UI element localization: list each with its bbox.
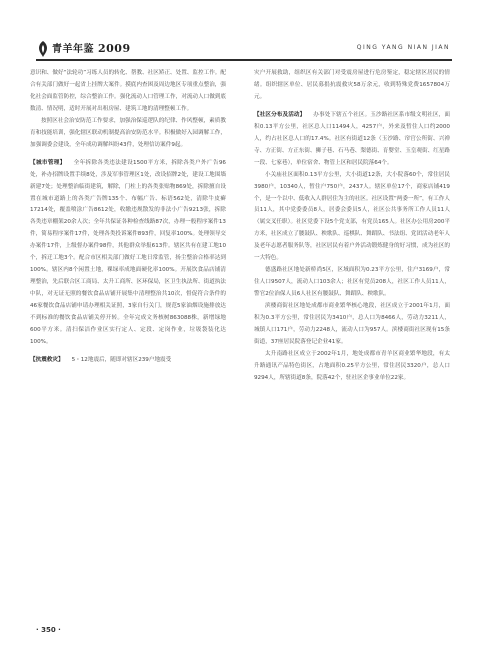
yearbook-title xyxy=(52,40,131,55)
page-header xyxy=(0,0,480,62)
section-tag: 【抗震救灾】 xyxy=(30,356,64,363)
paragraph: 按照区社会治安防范工作要求，加强治保巡逻队的纪律、作风整顿，素质教育和技能培训，强化辖区联动机制提高治安防范水平。积极做好入园调解工作，加强调委会建设，全年成功调解纠纷43件，处理信访案件9起。 xyxy=(30,117,226,148)
paragraph: 小关庙社区面积0.13平方公里，大小街道12条，大小院落60个，常住居民3980户，10340人，暂住户750户，2437人。辖区单位17个，商家店铺419个，是一个以中、低收入人群居住为主的社区。社区设置“两委一所”，有工作人员11人，其中党委委员8人，居委会委员5人，社区公共事务所工作人员11人（属交叉任职）。社区党委下设5个党支部，有党员165人。社区办公用房200平方米，社区成立了腰鼓队、秧歌队、巡棋队、舞蹈队、书法组、党团活动老年人及老年志愿者服务队等，社区居民有着户外活动锻炼健身的好习惯，成为社区的一大特色。 xyxy=(254,171,450,262)
section-earthquake-relief xyxy=(30,355,226,367)
paragraph: 意识和、做好“法轮功”习练人员的转化、帮教、社区矫正、处置、监控工作。配合有关部门做好一起省上挂牌大案件。摸底内查困及周边地区专项重点整治，强化社会面监管防控，综合整治工作。强化流动人口管理工作，对流动人口做到底数清、情况明，适时开展对出租房屋、建筑工地的清理整顿工作。 xyxy=(30,70,226,112)
section-urban-management xyxy=(30,158,226,349)
yearbook-year: 2009 xyxy=(98,42,131,55)
paragraph: 滨楼商街社区地处成都市商业繁华核心地段，社区成立于2001年1月，面积为0.3平方公里，常住居民为3410户，总人口为8466人，劳动力3211人，城镇人口171户，劳动力2248人，流动人口为957人。滨楼商街社区现有15条街道，37座居民院落登记企业41家。 xyxy=(254,303,450,345)
right-column xyxy=(254,68,450,385)
section-community-distribution xyxy=(254,110,450,170)
yearbook-name: 青羊年鉴 xyxy=(52,44,94,55)
paragraph: 德盛路社区地处新桥尚5区，区域面积为0.23平方公里，住户3169户，常住人口9507人，流动人口103余人；社区有党员208人，社区工作人员11人，警官2位治保人员6人社区有腰鼓队、舞蹈队、秧歌队。 xyxy=(254,267,450,298)
section-text: 5・12地震后，随即对辖区239户地震受 xyxy=(71,356,172,363)
paragraph: 太升南路社区成立于2002年1月，地处成都市青羊区商业繁华地段，有太升路通讯产品特色街区，占地面积0.25平方公里，常住居民3320户，总人口9294人，所辖街道8条，院落42个，驻社区企事业单位22家。 xyxy=(254,350,450,381)
left-column xyxy=(30,68,226,367)
paragraph: 灾户开展救助，组织区有关部门对受震房屋进行危房鉴定，稳定辖区居民的情绪。组织辖区单位、居民募捐抗震救灾58万余元，收到特殊党费1657804万元。 xyxy=(254,70,450,100)
section-tag: 【社区分布及活动】 xyxy=(254,111,306,118)
header-rule xyxy=(36,59,452,61)
section-text: 办事处下辖五个社区。玉沙路社区系市级文明社区，面积0.13平方公里，社区总人口11494人，4257户，外来及暂住人口约2000人，约占社区总人口的17.4%。社区有街道12条（玉沙路、帘官公所街、兴禅寺、方正街、方正东街、狮子巷、石马巷、梨德街、育婴堂、玉皇观街、红星路一段、七家巷），单位宿舍、物管上区和居民院落64个。 xyxy=(254,111,450,166)
yearbook-logo-icon xyxy=(36,40,50,58)
section-tag: 【城市管理】 xyxy=(30,159,66,166)
section-text: 全年拆除各类违法建设1500平方米，拆除各类户外广告96处，补办招牌设置手续8处，涉及军事管理区1处，改设招牌2处，建设工地围墙新建7处；处理整治临街建筑，解除，门柱上的各类张贴物869处，拆除擅自设置在城市道路上的各类广告牌135个、布幅广告、标语562处，清除牛皮癣17214处，覆盖喷涂广告8612处，收缴违规散发的非法小广告9213张，拆除各类违章棚架20余人次；全年共保证各种检查线路87次，办理一般程序案件13件，简易程序案件17件，处理各类投诉案件893件，回复率100%。处理领导交办案件17件，上级督办案件98件，其他群众举报613件。辖区共有在建工地10个，拆迁工地3个。配合市区相关部门做好工地日常监管，扬尘整治合格率达到100%。辖区内8个闲置土地，裸绿率成地面硬化率100%。开展饮食品店铺清理整治，先后联合区工商局、太升工商所、区环保局，区卫生执法所、街道执法中队，对无证无照的餐饮食品店铺开展集中清理整治共10次，督促符合条件的46家餐饮食品店铺申请办理相关证照，3家自行关门，规范5家油烟设施排放达不到标准的餐饮食品店铺关停开转。全年完成文务核树863088株，新增绿地600平方米。清扫保洁作业区实行定人、定段、定岗作业，垃圾袋装化达100%。 xyxy=(30,159,227,345)
page-number: · 350 · xyxy=(36,626,61,634)
yearbook-english-title: QING YANG NIAN JIAN xyxy=(356,44,450,51)
